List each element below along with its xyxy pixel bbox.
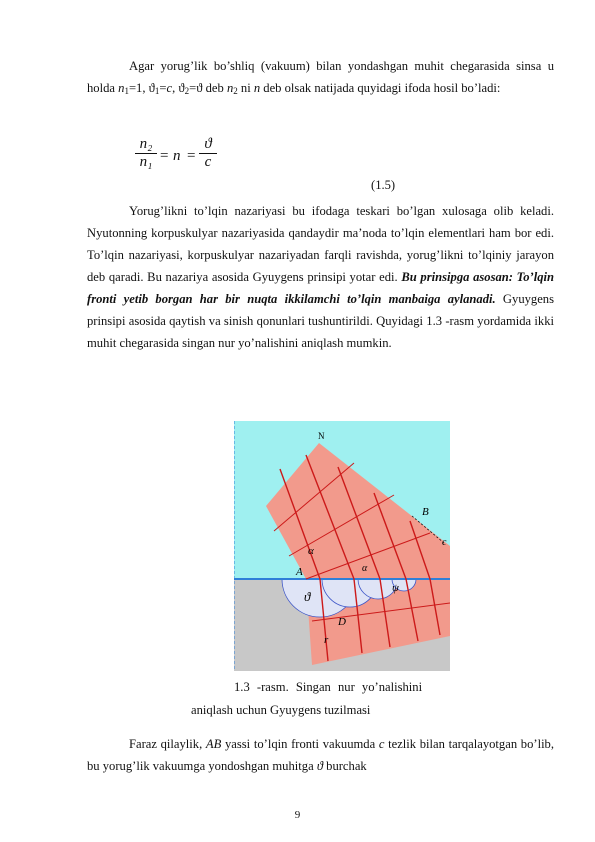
label-alpha-2: α: [362, 563, 368, 574]
page-number: 9: [294, 809, 301, 821]
figure-caption-line2: aniqlash uchun Gyuygens tuzilmasi: [191, 703, 371, 717]
paragraph-intro: Agar yorug’lik bo’shliq (vakuum) bilan yondashgan muhit chegarasida sinsa u holda $n_1=1$, $ϑ_1=c$, $ϑ_2=ϑ$ deb $n_2$ ni n deb olsak natijada quyidagi ifoda hosil bo’ladi:: [87, 59, 554, 96]
label-A: A: [296, 566, 303, 578]
huygens-refraction-figure: [234, 421, 450, 671]
equation-number: (1.5): [371, 178, 396, 192]
label-theta: ϑ: [304, 589, 311, 604]
fraction-n2-n1: $\frac{\text{n₂}}{\text{n₁}}$: [135, 136, 157, 171]
label-B: B: [422, 506, 429, 518]
label-D: D: [338, 616, 346, 628]
label-alpha: α: [308, 545, 314, 557]
paragraph-wave-theory: Yorug’likni to’lqin nazariyasi bu ifodaga teskari bo’lgan xulosaga olib keladi. Nyutonning korpuskulyar nazariyasida qandaydir ma’noda to’lqin elementlari ham bor edi. To’lqin nazariyasi, korpuskulyar nazariyadan farqli ravishda, yorug’likni to’lqiniy jarayon deb qaradi. Bu nazariya asosida Gyuygens prinsipi yotar edi. Bu prinsipga asosan: To’lqin fronti yetib borgan har bir nuqta ikkilamchi to’lqin manbaiga aylanadi. Gyuygens prinsipi asosida qaytish va sinish qonunlari tushuntirildi. Quyidagi 1.3 -rasm yordamida ikki muhit chegarasida singan nur yo’nalishini aniqlash mumkin.: [87, 204, 555, 350]
fraction-theta-c: $\frac{ϑ}{c}$: [199, 136, 217, 171]
label-c: c: [442, 537, 447, 548]
label-N: N: [318, 431, 325, 441]
huygens-principle-emphasis: Bu prinsipga asosan: To’lqin fronti yetib borgan har bir nuqta ikkilamchi to’lqin manbaiga aylanadi.: [87, 270, 555, 306]
label-r: r: [324, 634, 329, 646]
formula-1-5: $\frac{\text{n₂}}{\text{n₁}}$ = n = $\frac{ϑ}{c}$: [135, 136, 225, 186]
figure-caption-line1: 1.3 -rasm. Singan nur yo’nalishini: [234, 680, 423, 694]
label-psi: ψ: [392, 582, 399, 594]
paragraph-suppose: Faraz qilaylik, AB yassi to’lqin fronti vakuumda c tezlik bilan tarqalayotgan bo’lib, bu yorug’lik vakuumga yondoshgan muhitga ϑ burchak: [87, 737, 555, 773]
